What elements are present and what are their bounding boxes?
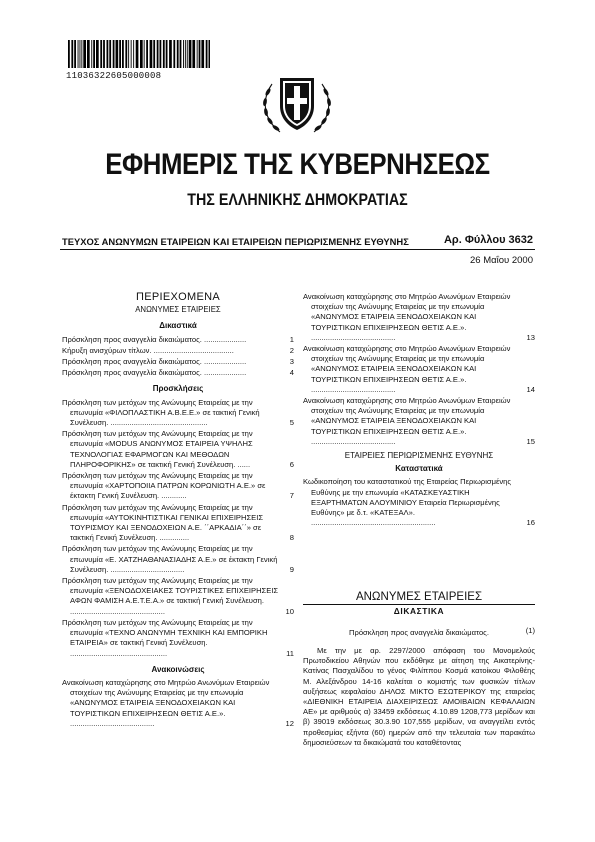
contents-title: ΠΕΡΙΕΧΟΜΕΝΑ <box>136 291 220 303</box>
contents-section-title: Ανακοινώσεις <box>151 664 205 674</box>
barcode-bar <box>157 40 159 68</box>
barcode-bar <box>192 40 195 68</box>
contents-item <box>62 618 294 659</box>
contents-item-text: Ανακοίνωση καταχώρησης στο Μητρώο Ανωνύμων Εταιρειών στοιχείων της Ανώνυμης Εταιρείας με την επωνυμία «ΑΝΩΝΥΜΟΣ ΕΤΑΙΡΕΙΑ ΞΕΝΟΔΟΧΕΙΑΚΩΝ ΚΑΙ ΤΟΥΡΙΣΤΙΚΩΝ ΕΠΙΧΕΙΡΗΣΕΩΝ ΘΕΤΙΣ Α.Ε.». ........................................ <box>62 677 270 728</box>
contents-left-column <box>62 292 294 730</box>
barcode-bar <box>153 40 155 68</box>
contents-item <box>62 346 294 356</box>
barcode-bar <box>113 40 115 68</box>
contents-item <box>62 368 294 378</box>
barcode-bar <box>103 40 105 68</box>
barcode-bar <box>144 40 145 68</box>
barcode-bar <box>180 40 182 68</box>
barcode-bar <box>160 40 162 68</box>
barcode-bar <box>136 40 139 68</box>
epe-section-title: Καταστατικά <box>395 464 443 474</box>
barcode <box>68 40 210 68</box>
contents-item <box>303 396 535 447</box>
contents-item-text: Κωδικοποίηση του καταστατικού της Εταιρείας Περιωρισμένης Ευθύνης με την επωνυμία «ΚΑΤΑΣΚΕΥΑΣΤΙΚΗ ΕΞΑΡΤΗΜΑΤΩΝ ΑΛΟΥΜΙΝΙΟΥ Εταιρεία Περιωρισμένης Ευθύνης» με δ.τ. «ΚΑΤΕΞΑΛ». ........................................................... <box>303 477 512 528</box>
contents-item-page: 11 <box>286 648 294 658</box>
contents-item-text: Πρόσκληση προς αναγγελία δικαιώματος. .................... <box>62 368 247 378</box>
contents-item-page: 4 <box>289 368 294 378</box>
barcode-bar <box>187 40 188 68</box>
section-divider <box>303 604 535 605</box>
barcode-bar <box>166 40 168 68</box>
contents-item-text: Ανακοίνωση καταχώρησης στο Μητρώο Ανωνύμων Εταιρειών στοιχείων της Ανώνυμης Εταιρείας με την επωνυμία «ΑΝΩΝΥΜΟΣ ΕΤΑΙΡΕΙΑ ΞΕΝΟΔΟΧΕΙΑΚΩΝ ΚΑΙ ΤΟΥΡΙΣΤΙΚΩΝ ΕΠΙΧΕΙΡΗΣΕΩΝ ΘΕΤΙΣ Α.Ε.». ........................................ <box>303 396 511 446</box>
contents-item-page: 7 <box>289 491 294 501</box>
contents-item <box>62 576 294 617</box>
barcode-bar <box>68 40 70 68</box>
issue-series: ΤΕΥΧΟΣ ΑΝΩΝΥΜΩΝ ΕΤΑΙΡΕΙΩΝ ΚΑΙ ΕΤΑΙΡΕΙΩΝ ΠΕΡΙΩΡΙΣΜΕΝΗΣ ΕΥΘΥΝΗΣ <box>62 236 409 247</box>
barcode-bar <box>206 40 208 68</box>
section-title: ΑΝΩΝΥΜΕΣ ΕΤΑΙΡΕΙΕΣ <box>355 591 483 603</box>
contents-item-page: 13 <box>526 332 535 342</box>
barcode-bar <box>209 40 211 68</box>
contents-item-text: Πρόσκληση των μετόχων της Ανώνυμης Εταιρείας με την επωνυμία «ΞΕΝΟΔΟΧΕΙΑΚΕΣ ΤΟΥΡΙΣΤΙΚΕΣ ΕΠΙΧΕΙΡΗΣΕΙΣ ΑΦΩΝ ΦΑΜΙΣΗ Α.Ε.Τ.Ε.Α.» σε τακτική Γενική Συνέλευση. ............................................. <box>62 576 279 616</box>
barcode-bar <box>140 40 143 68</box>
barcode-bar <box>197 40 198 68</box>
contents-item-text: Πρόσκληση προς αναγγελία δικαιώματος. .................... <box>62 357 247 367</box>
barcode-bar <box>83 40 86 68</box>
contents-item-page: 16 <box>526 518 535 528</box>
barcode-bar <box>109 40 111 68</box>
contents-item <box>62 357 294 367</box>
epe-title: ΕΤΑΙΡΕΙΕΣ ΠΕΡΙΩΡΙΣΜΕΝΗΣ ΕΥΘΥΝΗΣ <box>344 451 494 461</box>
contents-item-text: Πρόσκληση των μετόχων της Ανώνυμης Εταιρείας με την επωνυμία «ΦΙΛΟΠΛΑΣΤΙΚΗ Α.Β.Ε.Ε.» σε τακτική Γενική Συνέλευση. .............................................. <box>62 397 260 428</box>
barcode-bar <box>116 40 119 68</box>
contents-item-text: Πρόσκληση των μετόχων της Ανώνυμης Εταιρείας με την επωνυμία «ΧΑΡΤΟΠΟΙΙΑ ΠΑΤΡΩΝ ΚΟΡΩΝΙΩΤΗ Α.Ε.» σε έκτακτη Γενική Συνέλευση. ............ <box>62 471 266 501</box>
barcode-bar <box>146 40 148 68</box>
right-contents-list <box>303 292 535 447</box>
barcode-bar <box>96 40 99 68</box>
contents-item-page: 6 <box>289 459 294 469</box>
contents-item-text: Πρόσκληση των μετόχων της Ανώνυμης Εταιρείας με την επωνυμία «ΤΕΧΝΟ ΑΝΩΝΥΜΗ ΤΕΧΝΙΚΗ ΚΑΙ ΕΜΠΟΡΙΚΗ ΕΤΑΙΡΕΙΑ» σε τακτική Γενική Συνέλευση. .............................................. <box>62 617 268 658</box>
contents-item-page: 5 <box>289 418 294 428</box>
barcode-bar <box>71 40 73 68</box>
barcode-bar <box>119 40 121 68</box>
epe-contents-list <box>303 477 535 528</box>
header-divider <box>60 249 535 250</box>
gazette-title: ΕΦΗΜΕΡΙΣ ΤΗΣ ΚΥΒΕΡΝΗΣΕΩΣ <box>105 148 490 181</box>
contents-item-page: 8 <box>289 533 294 543</box>
sheet-number: Αρ. Φύλλου 3632 <box>443 234 533 246</box>
barcode-bar <box>177 40 179 68</box>
contents-item <box>62 544 294 575</box>
barcode-bar <box>78 40 79 68</box>
contents-item-page: 9 <box>289 564 294 574</box>
contents-item <box>62 503 294 544</box>
gazette-subtitle: ΤΗΣ ΕΛΛΗΝΙΚΗΣ ΔΗΜΟΚΡΑΤΙΑΣ <box>187 190 408 209</box>
contents-item-page: 3 <box>289 357 294 367</box>
contents-section-title: Δικαστικά <box>159 321 197 331</box>
barcode-number: 11036322605000008 <box>66 71 162 81</box>
contents-item <box>62 335 294 345</box>
barcode-bar <box>125 40 127 68</box>
barcode-bar <box>150 40 153 68</box>
barcode-bar <box>201 40 204 68</box>
contents-subtitle: ΑΝΩΝΥΜΕΣ ΕΤΑΙΡΕΙΕΣ <box>135 305 221 315</box>
contents-item <box>303 477 535 528</box>
contents-right-column <box>303 292 535 529</box>
contents-item <box>303 292 535 343</box>
barcode-bar <box>107 40 109 68</box>
barcode-bar <box>199 40 201 68</box>
barcode-bar <box>133 40 134 68</box>
barcode-bar <box>173 40 175 68</box>
barcode-bar <box>91 40 92 68</box>
item-heading-text: Πρόσκληση προς αναγγελία δικαιώματος. <box>349 628 489 637</box>
contents-item <box>62 678 294 729</box>
body-paragraph: Με την με αρ. 2297/2000 απόφαση του Μονομελούς Πρωτοδικείου Αθηνών που εκδόθηκε με αίτηση της Αικατερίνης-Κατίνας Πασχαλίδου το γένος Φιλίππου Κοσμά κατοίκου Φιλοθέης Μ. Αλεξάνδρου 14-16 καλείται ο κομιστής των φυσικών τίτλων αυξήσεως κεφαλαίου ΔΗΛΟΣ ΜΙΚΤΟ ΕΣΩΤΕΡΙΚΟΥ της εταιρείας «ΔΙΕΘΝΙΚΗ ΕΤΑΙΡΕΙΑ ΔΙΑΧΕΙΡΙΣΕΩΣ ΑΜΟΙΒΑΙΩΝ ΚΕΦΑΛΑΙΩΝ ΑΕ» με αριθμούς α) 33459 εκδόσεως 4.10.89 1208,773 μερίδων και β) 39019 εκδόσεως 30.3.90 107,555 μερίδων, να αναγγείλει εντός προθεσμίας εξήντα (60) ημερών από την τελευταία των παρακάτω δημοσιεύσεων τα δικαιώματά του καταθέτοντας <box>303 646 535 747</box>
contents-sections <box>62 321 294 729</box>
contents-item-text: Πρόσκληση των μετόχων της Ανώνυμης Εταιρείας με την επωνυμία «MODUS ΑΝΩΝΥΜΟΣ ΕΤΑΙΡΕΙΑ ΥΨΗΛΗΣ ΤΕΧΝΟΛΟΓΙΑΣ ΕΦΑΡΜΟΓΩΝ ΚΑΙ ΜΕΘΟΔΩΝ ΠΛΗΡΟΦΟΡΙΚΗΣ» σε τακτική Γενική Συνέλευση. ...... <box>62 429 253 469</box>
barcode-bar <box>128 40 129 68</box>
barcode-bar <box>74 40 76 68</box>
contents-item-page: 15 <box>526 436 535 446</box>
contents-item-page: 14 <box>526 384 535 394</box>
barcode-bar <box>81 40 82 68</box>
section-subtitle: ΔΙΚΑΣΤΙΚΑ <box>393 606 445 616</box>
contents-item-text: Πρόσκληση των μετόχων της Ανώνυμης Εταιρείας με την επωνυμία «Ε. ΧΑΤΖΗΑΘΑΝΑΣΙΑΔΗΣ Α.Ε.» σε έκτακτη Γενική Συνέλευση. ................................... <box>62 544 278 574</box>
barcode-bar <box>163 40 165 68</box>
contents-item-text: Κήρυξη ανισχύρων τίτλων. ...................................... <box>62 345 234 355</box>
barcode-bar <box>185 40 186 68</box>
contents-item <box>303 344 535 395</box>
barcode-bar <box>183 40 184 68</box>
barcode-bar <box>87 40 90 68</box>
barcode-bar <box>122 40 124 68</box>
contents-section-title: Προσκλήσεις <box>152 384 204 394</box>
barcode-bar <box>169 40 172 68</box>
contents-item-page: 12 <box>285 718 294 728</box>
item-heading <box>303 628 535 637</box>
contents-item-page: 10 <box>285 606 294 616</box>
barcode-bar <box>80 40 81 68</box>
contents-item-page: 2 <box>289 345 294 355</box>
issue-date: 26 Μαΐου 2000 <box>470 255 533 266</box>
barcode-bar <box>100 40 102 68</box>
barcode-bar <box>131 40 132 68</box>
contents-item <box>62 471 294 502</box>
item-number: (1) <box>525 626 535 635</box>
contents-item-text: Ανακοίνωση καταχώρησης στο Μητρώο Ανωνύμων Εταιρειών στοιχείων της Ανώνυμης Εταιρείας με την επωνυμία «ΑΝΩΝΥΜΟΣ ΕΤΑΙΡΕΙΑ ΞΕΝΟΔΟΧΕΙΑΚΩΝ ΚΑΙ ΤΟΥΡΙΣΤΙΚΩΝ ΕΠΙΧΕΙΡΗΣΕΩΝ ΘΕΤΙΣ Α.Ε.». ........................................ <box>303 344 511 394</box>
coat-of-arms-icon <box>258 70 336 138</box>
barcode-bar <box>93 40 95 68</box>
contents-item-text: Πρόσκληση προς αναγγελία δικαιώματος. .................... <box>62 334 247 344</box>
contents-item-page: 1 <box>289 334 294 344</box>
contents-item-text: Ανακοίνωση καταχώρησης στο Μητρώο Ανωνύμων Εταιρειών στοιχείων της Ανώνυμης Εταιρείας με την επωνυμία «ΑΝΩΝΥΜΟΣ ΕΤΑΙΡΕΙΑ ΞΕΝΟΔΟΧΕΙΑΚΩΝ ΚΑΙ ΤΟΥΡΙΣΤΙΚΩΝ ΕΠΙΧΕΙΡΗΣΕΩΝ ΘΕΤΙΣ Α.Ε.». ........................................ <box>303 292 511 342</box>
barcode-bar <box>189 40 192 68</box>
contents-item-text: Πρόσκληση των μετόχων της Ανώνυμης Εταιρείας με την επωνυμία «ΑΥΤΟΚΙΝΗΤΙΣΤΙΚΑΙ ΓΕΝΙΚΑΙ ΕΠΙΧΕΙΡΗΣΕΙΣ ΤΟΥΡΙΣΜΟΥ ΚΑΙ ΞΕΝΟΔΟΧΕΙΩΝ Α.Ε. ΄΄ΑΡΚΑΔΙΑ΄΄» σε τακτική Γενική Συνέλευση. .............. <box>62 502 264 543</box>
contents-item <box>62 429 294 470</box>
contents-item <box>62 398 294 429</box>
